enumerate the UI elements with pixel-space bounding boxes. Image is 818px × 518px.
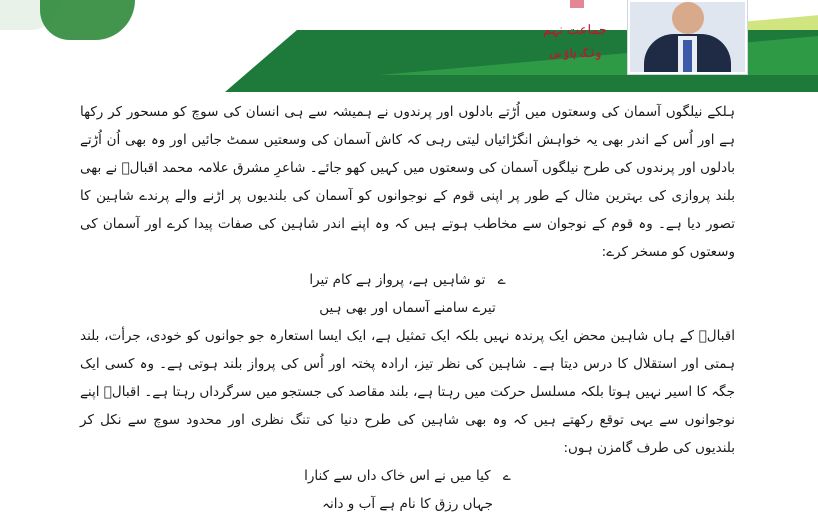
photo-head [672, 2, 704, 34]
photo-tie [683, 40, 692, 74]
article-paragraph-1: ہلکے نیلگوں آسمان کی وسعتوں میں اُڑتے بادلوں اور پرندوں نے ہمیشہ سے ہی انسان کی سوچ کو مسحور کر رکھا ہے اور اُس کے اندر بھی یہ خواہش انگڑائیاں لیتی رہی کہ کاش آسمان کی وسعتیں سمٹ جائیں اور وہ بھی اُن اُڑتے بادلوں اور پرندوں کی طرح نیلگوں آسمان کی وسعتوں میں کہیں کھو جائے۔ شاعرِ مشرق علامہ محمد اقبالؒ نے بھی بلند پروازی کی بہترین مثال کے طور پر اپنی قوم کے نوجوانوں کو آسمان کی بلندیوں پر اڑنے والے پرندے شاہین کا تصور دیا ہے۔ وہ قوم کے نوجوان سے مخاطب ہوتے ہیں کہ وہ اپنے اندر شاہین کی صفات پیدا کرے اور آسمان کی وسعتوں کو مسخر کرے: [80, 104, 735, 260]
author-photo [628, 0, 747, 74]
author-class: جماعت نہم [542, 23, 608, 38]
verse-2-line-1 [80, 462, 735, 490]
author-house: ونگ ہاؤس [548, 46, 602, 60]
verse-1-line-2: تیرے سامنے آسماں اور بھی ہیں [319, 300, 496, 316]
article-body [80, 98, 735, 518]
decorative-green-splash [40, 0, 135, 40]
article-paragraph-2: اقبالؒ کے ہاں شاہین محض ایک پرندہ نہیں بلکہ ایک تمثیل ہے، ایک ایسا استعارہ جو جوانوں کو خودی، جرأت، بلند ہمتی اور استقلال کا درس دیتا ہے۔ شاہین کی نظر تیز، ارادہ پختہ اور اُس کی پرواز بلند ہوتی ہے۔ وہ کسی ایک جگہ کا اسیر نہیں ہوتا بلکہ مسلسل حرکت میں رہتا ہے، بلند مقاصد کی جستجو میں سرگرداں رہتا ہے۔ اقبالؒ اپنے نوجوانوں سے یہی توقع رکھتے ہیں کہ وہ بھی شاہین کی طرح دنیا کی تنگ نظری اور محدود سوچ سے نکل کر بلندیوں کی طرف گامزن ہوں: [80, 328, 735, 456]
caption-mark [570, 0, 584, 8]
verse-text: کیا میں نے اس خاک داں سے کنارا [304, 468, 491, 484]
verse-marker: ے [497, 272, 506, 288]
verse-1-line-1 [80, 266, 735, 294]
author-caption [530, 20, 620, 64]
page-header [0, 0, 818, 90]
verse-marker: ے [502, 468, 511, 484]
verse-2 [80, 462, 735, 518]
verse-text: تو شاہیں ہے، پرواز ہے کام تیرا [309, 272, 486, 288]
verse-2-line-2: جہاں رزق کا نام ہے آب و دانہ [322, 496, 493, 512]
verse-1 [80, 266, 735, 322]
